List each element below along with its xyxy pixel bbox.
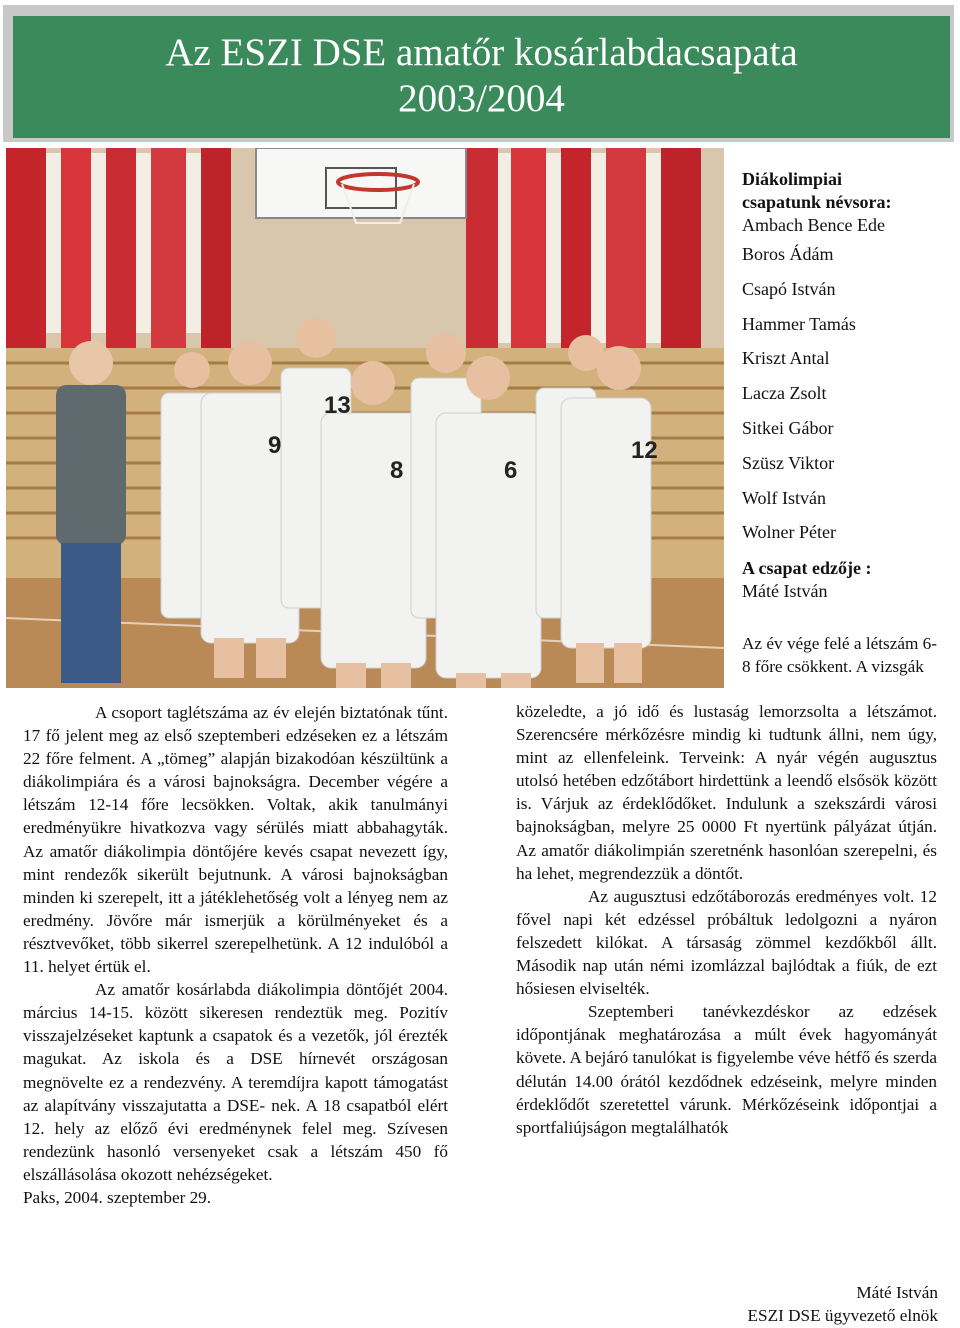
left-paragraph-1: A csoport taglétszáma az év elején biztatónak tűnt. 17 fő jelent meg az első szeptemberi edzéseken ez a létszám 22 főre felment. A „tömeg” alapján bizakodóan készültünk a diákolimpiára és a városi bajnokságra. December végére a létszám 12-14 főre lecsökken. Voltak, akik tanulmányi eredményükre hivatkozva vagy sérülés miatt abbahagyták. Az amatőr diákolimpia döntőjére kevés csapat nevezett így, mint rendezők sikerült bejutnunk. A városi bajnokságban minden ki szerepelt, itt a játéklehetőség volt a lényeg nem az eredmény. Jövőre már ismerjük a körülményeket és a résztvevőket, több sikerrel szerepelhetünk. A 12 indulóból a 11. helyet értük el. <box>23 703 448 977</box>
roster-player: Kriszt Antal <box>742 348 830 369</box>
title-line-1: Az ESZI DSE amatőr kosárlabdacsapata <box>165 31 798 74</box>
right-column-text <box>516 700 937 1139</box>
title-banner <box>13 16 950 138</box>
right-column-intro: Az év vége felé a létszám 6-8 főre csökkent. A vizsgák <box>742 634 937 677</box>
jersey-number: 6 <box>504 457 518 484</box>
roster-player: Lacza Zsolt <box>742 383 827 404</box>
roster-player: Boros Ádám <box>742 244 834 264</box>
roster-player: Hammer Tamás <box>742 313 856 334</box>
roster-player: Csapó István <box>742 278 836 299</box>
right-paragraph-1: közeledte, a jó idő és lustaság lemorzsolta a létszámot. Szerencsére mérkőzésre mindig ki tudtunk állni, nem úgy, mint az ellenfeleink. Terveink: A nyár végén augusztus utolsó hetében edzőtábort hirdettünk a leendő elsősök között is. Várjuk az érdeklődőket. Indulunk a szekszárdi városi bajnokságban, melyre 25 0000 Ft nyertünk pályázat útján. Az amatőr diákolimpián szeretnénk hasonlóan szerepelni, és ha lehet, megrendezzük a döntőt. <box>516 702 937 883</box>
title-line-2: 2003/2004 <box>398 77 565 120</box>
left-column-text <box>23 701 448 1209</box>
team-roster <box>742 168 952 603</box>
jersey-number: 8 <box>390 457 404 484</box>
roster-player: Szüsz Viktor <box>742 452 835 473</box>
signature-name: Máté István <box>856 1283 938 1302</box>
signature-role: ESZI DSE ügyvezető elnök <box>747 1306 938 1326</box>
title-banner-frame <box>3 5 954 142</box>
roster-player: Ambach Bence Ede <box>742 215 885 235</box>
coach-name: Máté István <box>742 581 828 602</box>
roster-player: Wolner Péter <box>742 522 837 543</box>
roster-heading: Diákolimpiai csapatunk névsora: <box>742 169 892 212</box>
coach-heading: A csapat edzője : <box>742 558 872 579</box>
signature <box>748 1281 938 1327</box>
jersey-number: 12 <box>631 437 658 464</box>
team-photo <box>6 148 724 688</box>
right-paragraph-3: Szeptemberi tanévkezdéskor az edzések időpontjának meghatározása a múlt évek hagyományát követe. A bejáró tanulókat is figyelembe véve hétfő és szerda délután 14.00 órától kezdődnek edzéseink, melyre minden érdeklődőt szeretettel várunk. Mérkőzéseink időpontjai a sportfaliújságon megtalálhatók <box>516 1002 937 1137</box>
right-paragraph-2: Az augusztusi edzőtáborozás eredményes volt. 12 fővel napi két edzéssel próbáltuk ledolgozni a nyáron felszedett kilókat. A társaság zömmel kezdőkből állt. Második nap után némi izomlázzal bajlódtak a fiúk, de ezt hősiesen elviselték. <box>516 886 937 999</box>
jersey-number: 9 <box>268 432 282 459</box>
place-date: Paks, 2004. szeptember 29. <box>23 1187 212 1207</box>
roster-player: Sitkei Gábor <box>742 417 834 438</box>
jersey-number: 13 <box>324 392 351 419</box>
left-paragraph-2: Az amatőr kosárlabda diákolimpia döntőjét 2004. március 14-15. között sikeresen rendeztük meg. Pozitív visszajelzéseket kaptunk a csapatok és a vezetők, jól érezték magukat. Az iskola és a DSE hírnevét országosan megnövelte ez a rendezvény. A teremdíjra kapott támogatást az alapítvány visszajutatta a DSE- nek. A 18 csapatból elért 12. hely az előző évi eredménynek felel meg. Szívesen rendezünk hasonló versenyeket csak a létszám 450 fő elszállásolása okozott nehézségeket. <box>23 980 448 1184</box>
roster-player: Wolf István <box>742 487 827 508</box>
